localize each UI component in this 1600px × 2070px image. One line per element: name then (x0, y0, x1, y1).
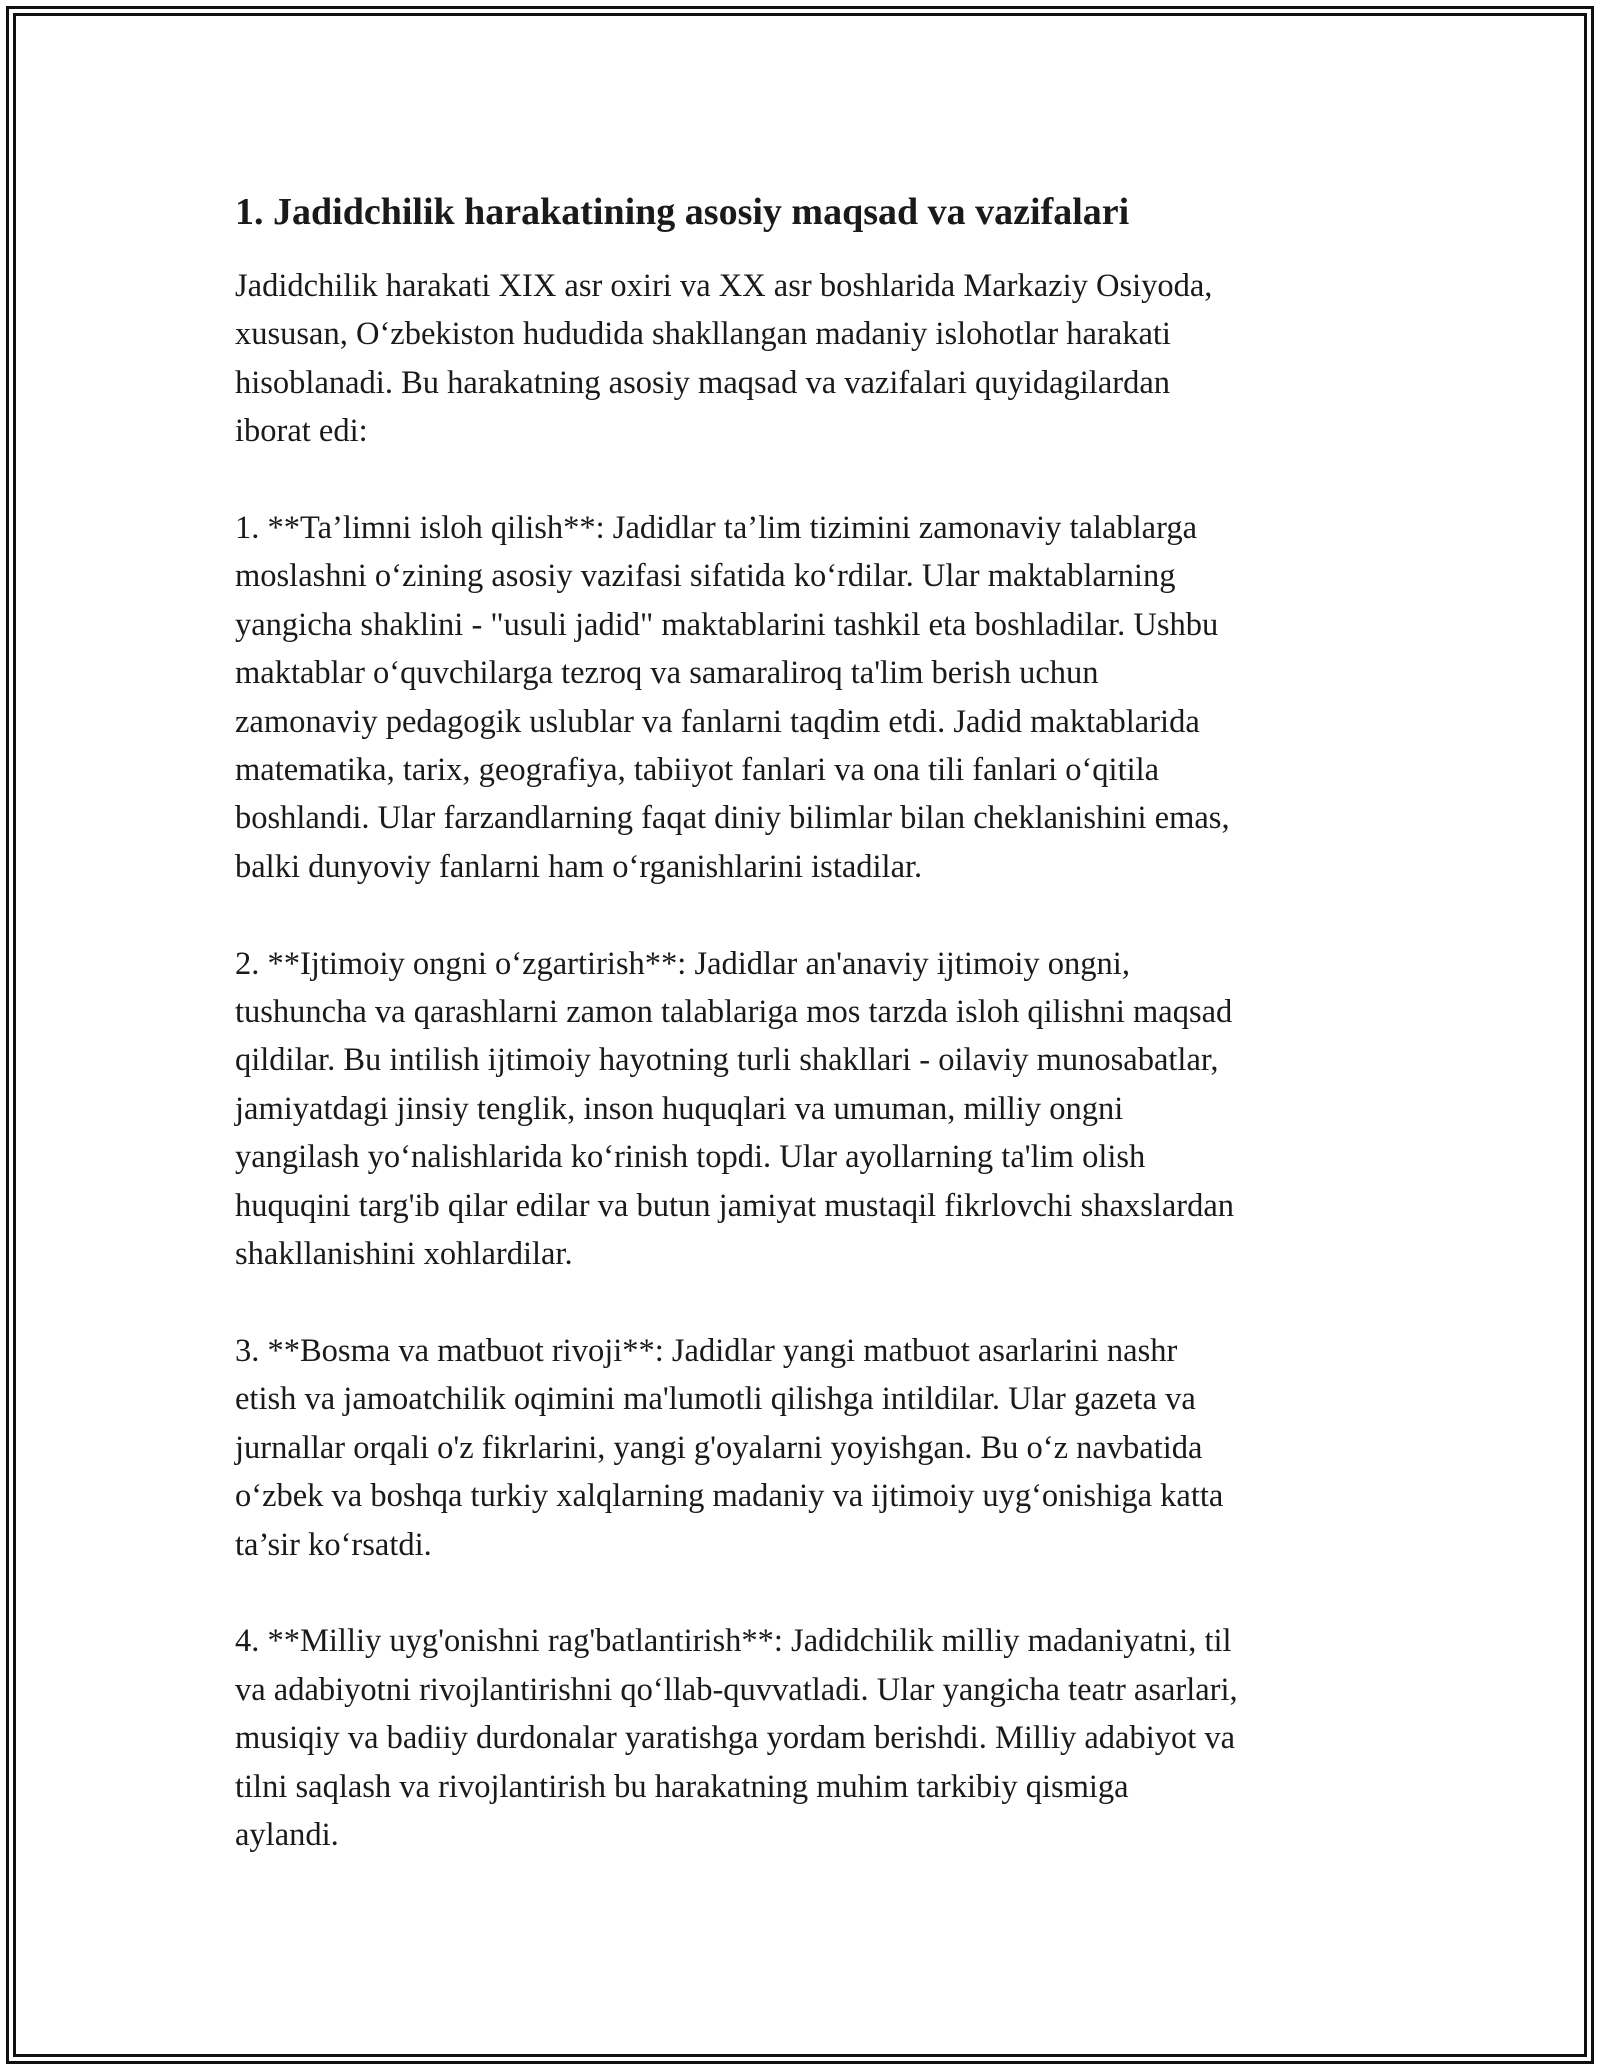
paragraph-line: 4. **Milliy uyg'onishni rag'batlantirish**: Jadidchilik milliy madaniyatni, til (235, 1623, 1232, 1660)
paragraph-line: matematika, tarix, geografiya, tabiiyot fanlari va ona tili fanlari o‘qitila (235, 752, 1160, 789)
paragraph-line: balki dunyoviy fanlarni ham o‘rganishlarini istadilar. (235, 848, 923, 885)
paragraph-line: etish va jamoatchilik oqimini ma'lumotli qilishga intildilar. Ular gazeta va (235, 1381, 1196, 1418)
document-body (235, 186, 1385, 1859)
paragraph-line: shakllanishini xohlardilar. (235, 1236, 573, 1273)
paragraph-line: o‘zbek va boshqa turkiy xalqlarning madaniy va ijtimoiy uyg‘onishiga katta (235, 1478, 1224, 1515)
paragraph-line: qildilar. Bu intilish ijtimoiy hayotning turli shakllari - oilaviy munosabatlar, (235, 1042, 1219, 1079)
paragraph-line: yangicha shaklini - "usuli jadid" maktablarini tashkil eta boshladilar. Ushbu (235, 606, 1219, 643)
paragraph-line: iborat edi: (235, 413, 368, 450)
paragraph-line: va adabiyotni rivojlantirishni qo‘llab-quvvatladi. Ular yangicha teatr asarlari, (235, 1671, 1238, 1708)
paragraph-2 (235, 504, 1385, 891)
paragraph-line: jamiyatdagi jinsiy tenglik, inson huquqlari va umuman, milliy ongni (235, 1090, 1124, 1127)
paragraph-line: tilni saqlash va rivojlantirish bu harakatning muhim tarkibiy qismiga (235, 1768, 1129, 1805)
paragraph-line: huquqini targ'ib qilar edilar va butun jamiyat mustaqil fikrlovchi shaxslardan (235, 1187, 1234, 1224)
paragraph-line: aylandi. (235, 1816, 339, 1853)
paragraph-4 (235, 1327, 1385, 1569)
paragraph-line: musiqiy va badiiy durdonalar yaratishga yordam berishdi. Milliy adabiyot va (235, 1720, 1236, 1757)
paragraph-line: Jadidchilik harakati XIX asr oxiri va XX asr boshlarida Markaziy Osiyoda, (235, 268, 1213, 304)
paragraph-line: 3. **Bosma va matbuot rivoji**: Jadidlar yangi matbuot asarlarini nashr (235, 1332, 1178, 1369)
paragraph-3 (235, 940, 1385, 1279)
document-title: 1. Jadidchilik harakatining asosiy maqsad va vazifalari (235, 191, 1130, 233)
paragraph-line: zamonaviy pedagogik uslublar va fanlarni taqdim etdi. Jadid maktablarida (235, 703, 1200, 740)
paragraph-line: 1. **Ta’limni isloh qilish**: Jadidlar ta’lim tizimini zamonaviy talablarga (235, 510, 1198, 547)
paragraph-line: tushuncha va qarashlarni zamon talablariga mos tarzda isloh qilishni maqsad (235, 994, 1233, 1031)
paragraph-line: 2. **Ijtimoiy ongni o‘zgartirish**: Jadidlar an'anaviy ijtimoiy ongni, (235, 945, 1130, 982)
paragraph-line: yangilash yo‘nalishlarida ko‘rinish topdi. Ular ayollarning ta'lim olish (235, 1139, 1146, 1176)
paragraph-1 (235, 262, 1385, 456)
paragraph-line: jurnallar orqali o'z fikrlarini, yangi g'oyalarni yoyishgan. Bu o‘z navbatida (235, 1429, 1203, 1466)
paragraph-line: moslashni o‘zining asosiy vazifasi sifatida ko‘rdilar. Ular maktablarning (235, 558, 1176, 595)
paragraph-line: hisoblanadi. Bu harakatning asosiy maqsad va vazifalari quyidagilardan (235, 364, 1170, 401)
paragraph-line: ta’sir ko‘rsatdi. (235, 1526, 432, 1563)
paragraph-5 (235, 1617, 1385, 1859)
paragraph-line: maktablar o‘quvchilarga tezroq va samaraliroq ta'lim berish uchun (235, 655, 1099, 692)
paragraph-line: boshlandi. Ular farzandlarning faqat diniy bilimlar bilan cheklanishini emas, (235, 800, 1230, 837)
paragraph-line: xususan, O‘zbekiston hududida shakllangan madaniy islohotlar harakati (235, 316, 1171, 353)
paragraph-list (235, 262, 1385, 1859)
